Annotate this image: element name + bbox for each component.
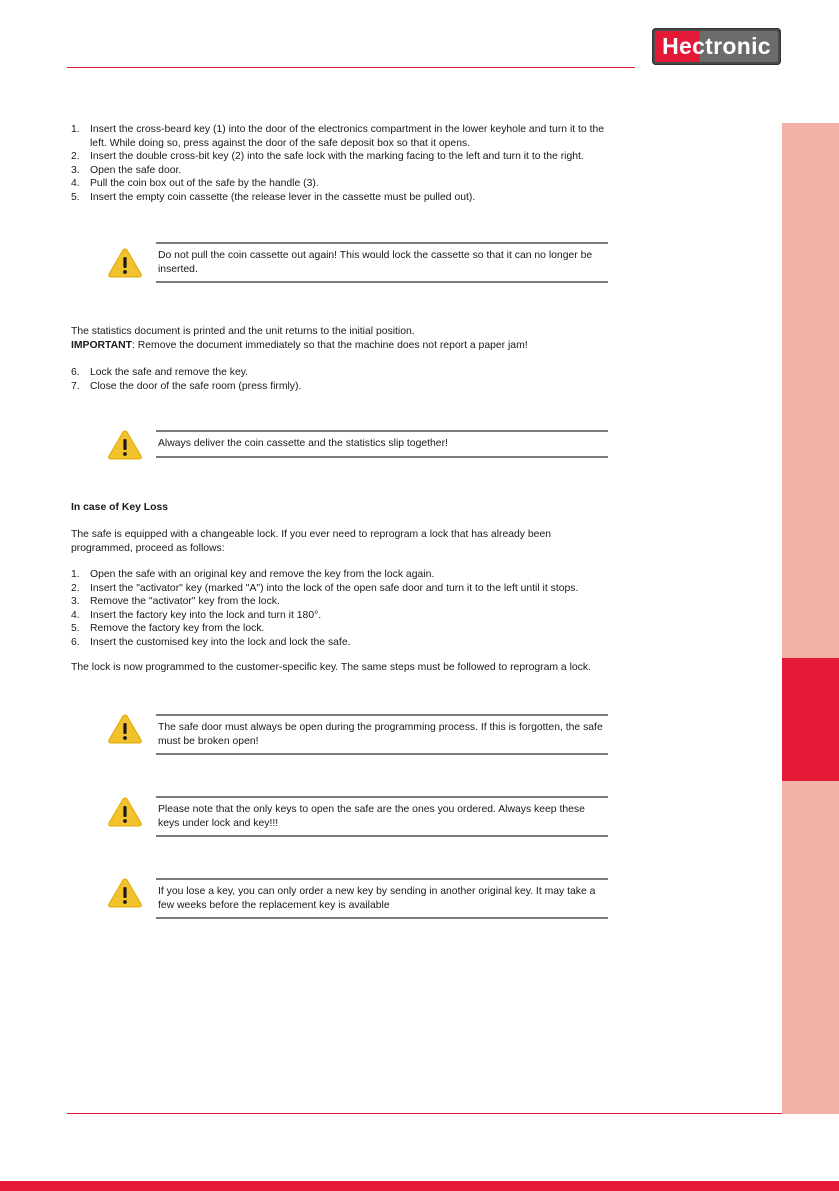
list-item: 3. Open the safe door. [71,164,182,176]
list-item: 6. Lock the safe and remove the key. [71,367,249,378]
list-item: 4. Insert the factory key into the lock and turn it 180°. [71,609,322,621]
warning-icon [108,248,142,278]
important-line: IMPORTANT: Remove the document immediately so that the machine does not report a paper jam! [71,339,528,351]
statistics-line: The statistics document is printed and the unit returns to the initial position. [71,326,415,337]
list-item: 7. Close the door of the safe room (press firmly). [71,380,302,392]
key-loss-summary [71,661,611,675]
statistics-note [71,325,611,352]
warning-text: The safe door must always be open during the programming process. If this is forgotten, the safe must be broken open! [156,714,608,755]
section-heading: In case of Key Loss [71,502,169,513]
warning-icon [108,797,142,827]
list-item: 1. Insert the cross-beard key (1) into the door of the electronics compartment in the lower keyhole and turn it to the left. While doing so, press against the door of the safe deposit box so that it opens. [71,124,605,149]
warning-text: Please note that the only keys to open the safe are the ones you ordered. Always keep these keys under lock and key!!! [156,796,608,837]
side-tab-upper [782,123,839,658]
list-item: 4. Pull the coin box out of the safe by the handle (3). [71,178,319,190]
key-loss-intro [71,528,611,555]
list-item: 1. Open the safe with an original key and remove the key from the lock again. [71,569,435,580]
warning-text: Always deliver the coin cassette and the statistics slip together! [156,430,608,458]
side-tab-lower [782,781,839,1114]
list-item: 5. Remove the factory key from the lock. [71,623,265,635]
warning-text: If you lose a key, you can only order a new key by sending in another original key. It may take a few weeks before the replacement key is available [156,878,608,919]
intro-paragraph: The safe is equipped with a changeable lock. If you ever need to reprogram a lock that has already been programmed, proceed as follows: [71,529,551,554]
footer-rule [67,1113,782,1114]
side-tab-active [782,658,839,781]
list-item: 2. Insert the double cross-bit key (2) into the safe lock with the marking facing to the left and turn it to the right. [71,151,584,163]
key-loss-heading [71,501,611,515]
header-rule [67,67,635,68]
steps-list-1 [71,123,611,205]
list-item: 6. Insert the customised key into the lock and lock the safe. [71,636,351,648]
footer-bar [0,1181,839,1191]
warning-icon [108,714,142,744]
logo-text: Hectronic [662,33,771,59]
important-label: IMPORTANT [71,339,132,351]
steps-list-3 [71,568,611,650]
hectronic-logo [652,28,781,65]
list-item: 5. Insert the empty coin cassette (the release lever in the cassette must be pulled out). [71,191,476,203]
warning-icon [108,878,142,908]
warning-text: Do not pull the coin cassette out again! This would lock the cassette so that it can no longer be inserted. [156,242,608,283]
summary-paragraph: The lock is now programmed to the customer-specific key. The same steps must be followed to reprogram a lock. [71,662,591,673]
list-item: 3. Remove the "activator" key from the lock. [71,596,280,608]
steps-list-2 [71,366,611,393]
warning-icon [108,430,142,460]
list-item: 2. Insert the "activator" key (marked "A") into the lock of the open safe door and turn it to the left until it stops. [71,582,579,594]
